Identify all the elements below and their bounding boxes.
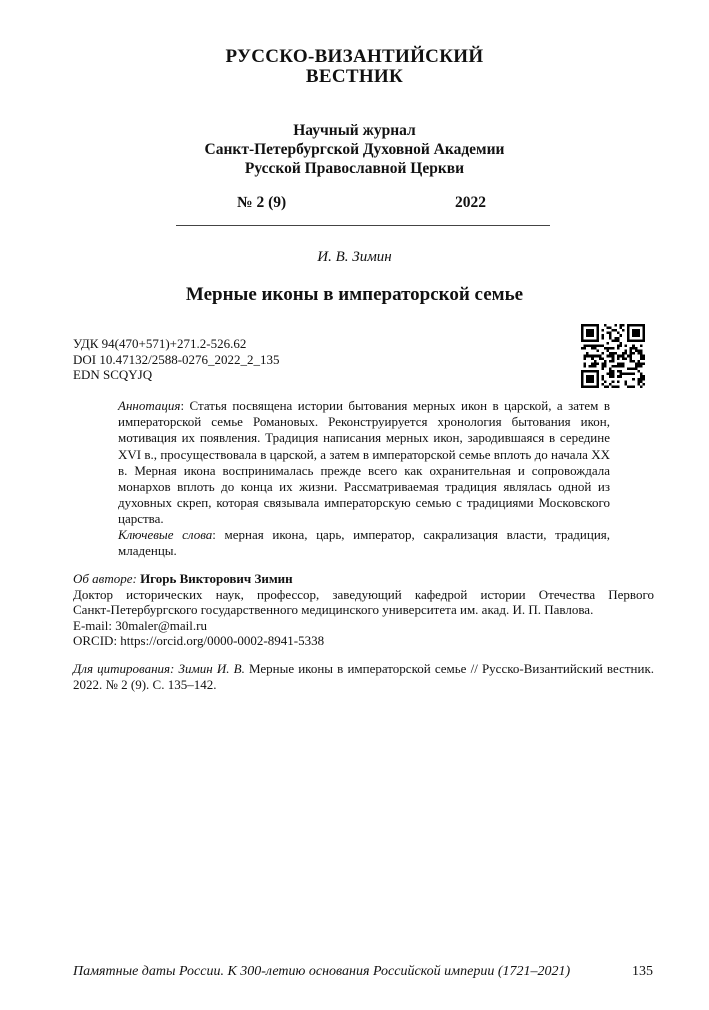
about-label: Об авторе: xyxy=(73,571,137,586)
issue-year: 2022 xyxy=(455,194,486,211)
citation-label: Для цитирования: xyxy=(73,661,175,676)
keywords xyxy=(118,527,610,559)
udk: УДК 94(470+571)+271.2-526.62 xyxy=(73,336,247,351)
author-email: E-mail: 30maler@mail.ru xyxy=(73,617,207,633)
citation-text: Мерные иконы в императорской семье // Русско-Византийский вестник. 2022. № 2 (9). С. 135–142. xyxy=(73,661,655,692)
subtitle-line3: Русской Православной Церкви xyxy=(244,160,465,177)
qr-code-icon xyxy=(581,324,645,388)
issue-number: № 2 (9) xyxy=(237,194,287,211)
about-author xyxy=(73,571,654,649)
subtitle-line1: Научный журнал xyxy=(293,122,416,139)
abstract-text: : Статья посвящена истории бытования мерных икон в царской, а затем в императорской семье Романовых. Реконструируется хронология бытования икон, мотивация их появления. Традиция написания мерных икон, зародившаяся в середине XVI в., просуществовала в царской, а затем в императорской семье вплоть до начала XX в. Мерная икона воспринималась прежде всего как охранительная и сопровождала монархов вплоть до конца их жизни. Рассматриваемая традиция являлась одной из духовных скреп, которая связывала императорскую семью с традициями Московского царства. xyxy=(118,398,610,527)
author-affiliation-1: Доктор исторических наук, профессор, заведующий кафедрой истории Отечества Первого xyxy=(73,586,654,602)
abstract xyxy=(118,398,610,528)
abstract-label: Аннотация xyxy=(118,398,181,413)
doi: DOI 10.47132/2588-0276_2022_2_135 xyxy=(73,351,280,367)
edn: EDN SCQYJQ xyxy=(73,367,153,382)
author-orcid: ORCID: https://orcid.org/0000-0002-8941-5338 xyxy=(73,633,325,649)
subtitle-line2: Санкт-Петербургской Духовной Академии xyxy=(204,141,505,158)
article-title: Мерные иконы в императорской семье xyxy=(185,284,524,305)
keywords-text: : мерная икона, царь, император, сакрализация власти, традиция, младенцы. xyxy=(118,527,611,559)
running-footer: Памятные даты России. К 300-летию основания Российской империи (1721–2021) xyxy=(73,964,571,979)
journal-title-line1: РУССКО-ВИЗАНТИЙСКИЙ xyxy=(225,46,484,67)
author-name: Игорь Викторович Зимин xyxy=(140,571,293,586)
citation-author: Зимин И. В. xyxy=(178,661,245,676)
journal-title-line2: ВЕСТНИК xyxy=(305,66,404,87)
author-affiliation-2: Санкт-Петербургского государственного медицинского университета им. акад. И. П. Павлова. xyxy=(73,602,594,618)
article-author: И. В. Зимин xyxy=(317,249,392,265)
article-identifiers xyxy=(73,336,280,383)
header-divider xyxy=(176,225,550,226)
page-number: 135 xyxy=(632,964,653,979)
journal-subtitle xyxy=(0,121,709,178)
keywords-label: Ключевые слова xyxy=(118,527,213,542)
citation xyxy=(73,661,654,692)
journal-title xyxy=(0,47,709,87)
